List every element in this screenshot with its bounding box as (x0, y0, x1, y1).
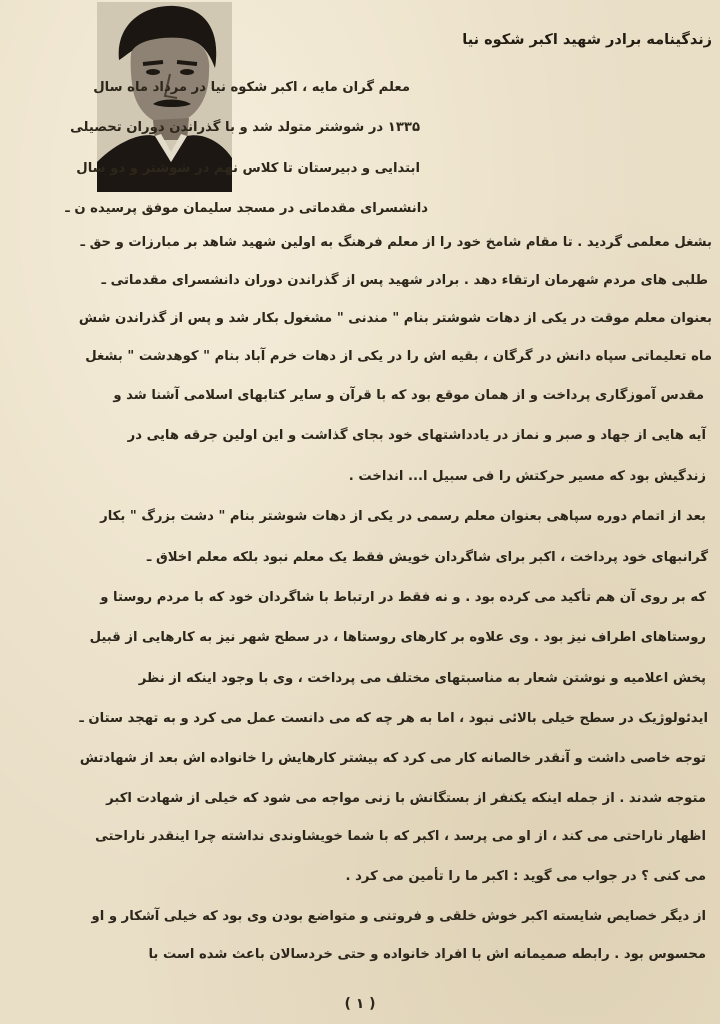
text-line: دانشسرای مقدماتی در مسجد سلیمان موفق پرسیده ن ـ (65, 201, 428, 216)
text-line: از دیگر خصایص شایسته اکبر خوش خلقی و فروتنی و متواضع بودن وی بود که خیلی آشکار و او (91, 909, 706, 924)
text-line: ابتدایی و دبیرستان تا کلاس نهم در شوشتر و دو سال (76, 161, 420, 176)
text-line: مقدس آموزگاری پرداخت و از همان موقع بود که با قرآن و سایر کتابهای اسلامی آشنا شد و (113, 388, 704, 403)
text-line: متوجه شدند . از جمله اینکه یکنفر از بستگانش با زنی مواجه می شود که خیلی از شهادت اکبر (106, 791, 706, 806)
text-line: گرانبهای خود پرداخت ، اکبر برای شاگردان خویش فقط یک معلم نبود بلکه معلم اخلاق ـ (146, 550, 708, 565)
text-line: توجه خاصی داشت و آنقدر خالصانه کار می کرد که بیشتر کارهایش را خانواده اش بعد از شهادتش (79, 751, 706, 766)
text-line: بشغل معلمی گردید . تا مقام شامخ خود را از معلم فرهنگ به اولین شهید شاهد بر مبارزات و حق ـ (80, 235, 712, 250)
text-line: محسوس بود . رابطه صمیمانه اش با افراد خانواده و حتی خردسالان باعث شده است با (148, 947, 706, 962)
text-line: می کنی ؟ در جواب می گوید : اکبر ما را تأمین می کرد . (345, 869, 706, 884)
page-number: ( ۱ ) (344, 996, 376, 1012)
text-line: ۱۳۳۵ در شوشتر متولد شد و با گذراندن دوران تحصیلی (70, 120, 420, 135)
document-title: زندگینامه برادر شهید اکبر شکوه نیا (462, 32, 712, 48)
text-line: روستاهای اطراف نیز بود . وی علاوه بر کارهای روستاها ، در سطح شهر نیز به کارهایی از قبیل (89, 630, 706, 645)
text-line: پخش اعلامیه و نوشتن شعار به مناسبتهای مختلف می پرداخت ، وی با وجود اینکه از نظر (138, 671, 706, 686)
text-line: بعنوان معلم موقت در یکی از دهات شوشتر بنام " مندنی " مشغول بکار شد و پس از گذراندن شش (78, 311, 712, 326)
text-line: زندگیش بود که مسیر حرکتش را فی سبیل ا... انداخت . (348, 469, 706, 484)
text-line: معلم گران مایه ، اکبر شکوه نیا در مرداد ماه سال (93, 80, 410, 95)
text-line: آیه هایی از جهاد و صبر و نماز در یادداشتهای خود بجای گذاشت و این اولین جرقه هایی در (127, 428, 706, 443)
text-line: بعد از اتمام دوره سپاهی بعنوان معلم رسمی در یکی از دهات شوشتر بنام " دشت بزرگ " بکار (100, 509, 706, 524)
text-line: ماه تعلیماتی سپاه دانش در گرگان ، بقیه اش را در یکی از دهات خرم آباد بنام " کوهدشت " بشغل (85, 349, 712, 364)
text-line: طلبی های مردم شهرمان ارتقاء دهد . برادر شهید پس از گذراندن دوران دانشسرای مقدماتی ـ (101, 273, 708, 288)
text-line: ایدئولوژیک در سطح خیلی بالائی نبود ، اما به هر چه که می دانست عمل می کرد و به تهجد ستان ـ (79, 711, 708, 726)
text-line: که بر روی آن هم تأکید می کرده بود . و نه فقط در ارتباط با شاگردان خود که با مردم روستا و (100, 590, 706, 605)
text-line: اظهار ناراحتی می کند ، از او می پرسد ، اکبر که با شما خویشاوندی نداشته چرا اینقدر ناراحتی (95, 829, 706, 844)
